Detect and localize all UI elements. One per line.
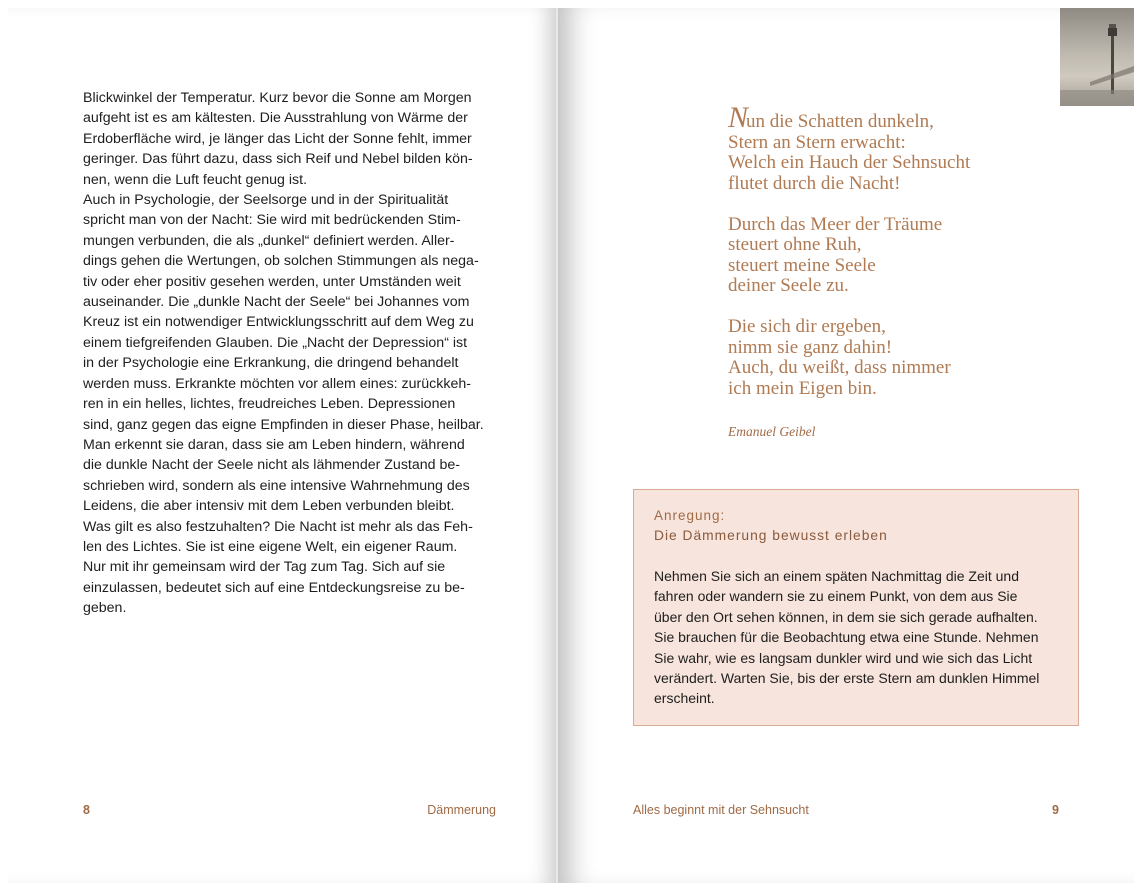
poem-line: Stern an Stern erwacht: (728, 131, 906, 153)
left-page (8, 8, 556, 883)
poem-stanza (728, 215, 1068, 297)
text-line: sind, ganz gegen das eigne Empfinden in dieser Phase, heilbar. (83, 416, 484, 433)
text-line: Leidens, die aber intensiv mit dem Leben verbunden bleibt. (83, 498, 455, 515)
text-line: tiv oder eher positiv gesehen werden, unter Umständen weit (83, 273, 461, 290)
poem-line-text: un die Schatten dunkeln, (746, 111, 934, 132)
text-line: geringer. Das führt dazu, dass sich Reif und Nebel bilden kön- (83, 151, 473, 168)
text-line: Was gilt es also festzuhalten? Die Nacht ist mehr als das Feh- (83, 518, 473, 535)
book-spread (8, 8, 1134, 883)
page-number-right: 9 (1052, 803, 1059, 817)
poem-line: steuert meine Seele (728, 254, 876, 276)
poem-line: Die sich dir ergeben, (728, 316, 886, 337)
text-line: dings gehen die Wertungen, ob solchen Stimmungen als nega- (83, 253, 479, 270)
text-line: über den Ort sehen können, in dem sie sich gerade aufhalten. (654, 608, 1038, 625)
running-head-right: Alles beginnt mit der Sehnsucht (633, 803, 809, 817)
page-number-left: 8 (83, 803, 90, 817)
suggestion-title: Die Dämmerung bewusst erleben (654, 528, 888, 543)
poem-author: Emanuel Geibel (728, 424, 816, 439)
foggy-pier-photo (1060, 8, 1134, 106)
poem (728, 101, 1068, 420)
poem-stanza (728, 101, 1068, 194)
poem-line: Auch, du weißt, dass nimmer (728, 357, 951, 378)
left-body-text (83, 88, 493, 619)
suggestion-text (654, 566, 1058, 709)
text-line: einem tiefgreifenden Glauben. Die „Nacht der Depression“ ist (83, 334, 468, 351)
drop-cap: N (728, 101, 749, 134)
text-line: ren in ein helles, lichtes, freudreiches Leben. Depressionen (83, 396, 456, 413)
text-line: Auch in Psychologie, der Seelsorge und in der Spiritualität (83, 192, 449, 209)
text-line: Erdoberfläche wird, je länger das Licht der Sonne fehlt, immer (83, 130, 472, 147)
text-line: Sie brauchen für die Beobachtung etwa eine Stunde. Nehmen (654, 629, 1039, 646)
running-head-left: Dämmerung (427, 803, 496, 817)
text-line: Kreuz ist ein notwendiger Entwicklungsschritt auf dem Weg zu (83, 314, 474, 331)
text-line: auseinander. Die „dunkle Nacht der Seele“ bei Johannes vom (83, 294, 470, 311)
poem-stanza (728, 317, 1068, 399)
text-line: einzulassen, bedeutet sich auf eine Entdeckungsreise zu be- (83, 579, 465, 596)
text-line: Man erkennt sie daran, dass sie am Leben hindern, während (83, 436, 465, 453)
text-line: werden muss. Erkrankte möchten vor allem eines: zurückkeh- (83, 375, 471, 392)
poem-line: ich mein Eigen bin. (728, 377, 877, 399)
lamp-post-icon (1060, 8, 1134, 106)
text-line: Sie wahr, wie es langsam dunkler wird und wie sich das Licht (654, 649, 1033, 666)
poem-line (728, 101, 1068, 134)
poem-line: steuert ohne Ruh, (728, 234, 862, 255)
text-line: Nehmen Sie sich an einem späten Nachmittag die Zeit und (654, 568, 1019, 584)
poem-line: flutet durch die Nacht! (728, 172, 901, 194)
right-page (558, 8, 1134, 883)
text-line: schrieben wird, sondern als eine intensive Wahrnehmung des (83, 477, 470, 494)
poem-line: Durch das Meer der Träume (728, 213, 943, 235)
poem-line: deiner Seele zu. (728, 275, 849, 296)
text-line: Nur mit ihr gemeinsam wird der Tag zum Tag. Sich auf sie (83, 559, 446, 576)
suggestion-box (633, 489, 1079, 726)
poem-line: Welch ein Hauch der Sehnsucht (728, 152, 971, 173)
text-line: die dunkle Nacht der Seele nicht als lähmender Zustand be- (83, 457, 460, 474)
poem-line: nimm sie ganz dahin! (728, 336, 893, 358)
text-line: erscheint. (654, 690, 715, 707)
text-line: spricht man von der Nacht: Sie wird mit bedrückenden Stim- (83, 212, 461, 229)
suggestion-label: Anregung: (654, 508, 726, 523)
text-line: in der Psychologie eine Erkrankung, die dringend behandelt (83, 355, 459, 372)
text-line: len des Lichtes. Sie ist eine eigene Welt, ein eigener Raum. (83, 538, 458, 555)
text-line: mungen verbunden, die als „dunkel“ definiert werden. Aller- (83, 232, 455, 249)
text-line: nen, wenn die Luft feucht genug ist. (83, 171, 308, 188)
text-line: verändert. Warten Sie, bis der erste Stern am dunklen Himmel (654, 670, 1040, 687)
text-line: Blickwinkel der Temperatur. Kurz bevor die Sonne am Morgen (83, 90, 472, 106)
text-line: fahren oder wandern sie zu einem Punkt, von dem aus Sie (654, 588, 1018, 605)
text-line: aufgeht ist es am kältesten. Die Ausstrahlung von Wärme der (83, 110, 468, 127)
text-line: geben. (83, 600, 127, 617)
